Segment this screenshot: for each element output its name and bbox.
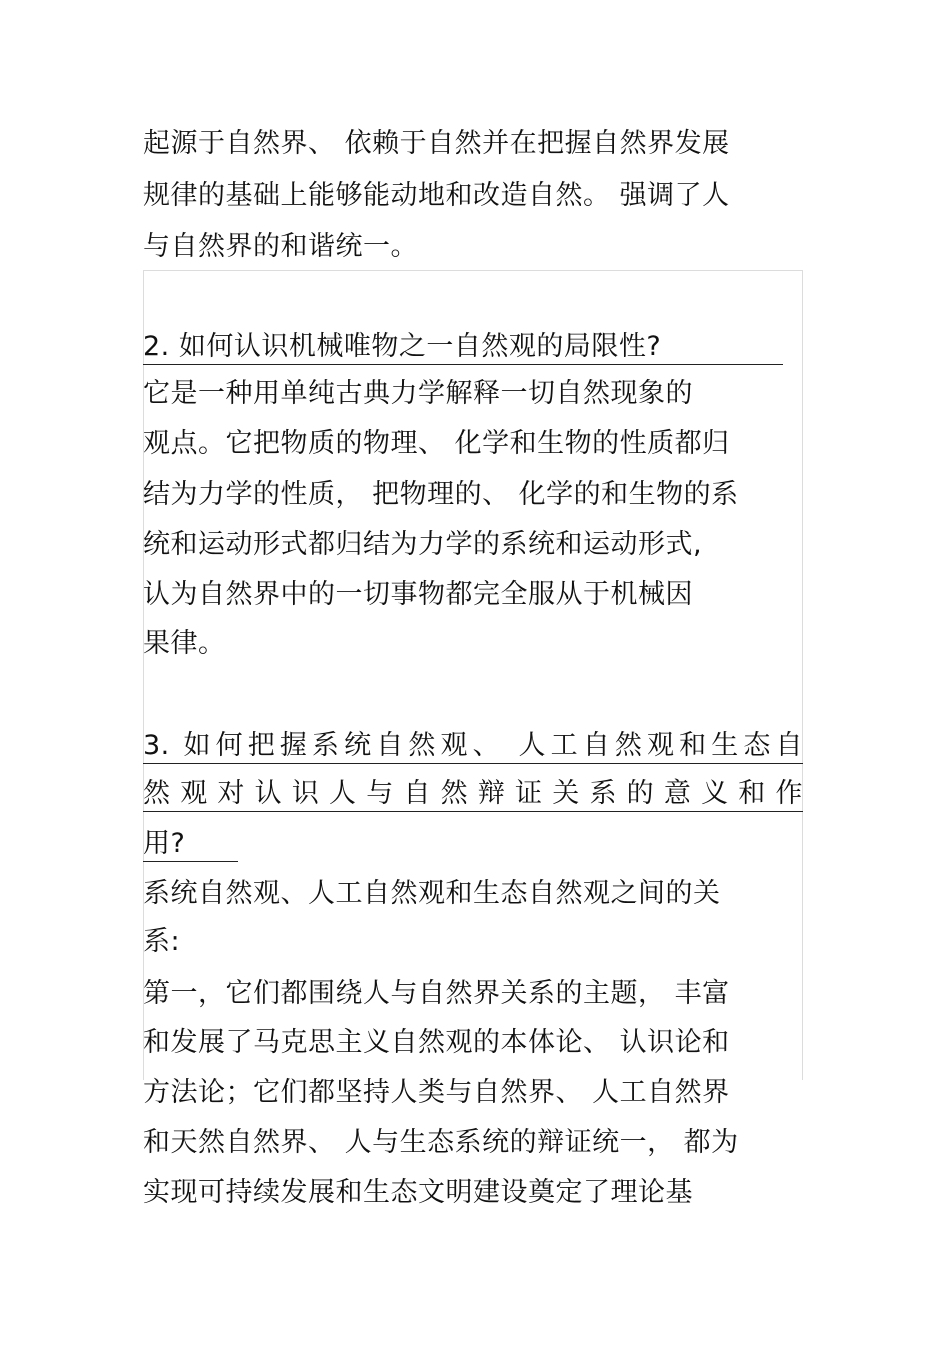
q3-answer-line-3: 第一，它们都围绕人与自然界关系的主题， 丰富 (143, 978, 730, 1009)
question-3-title-line-3: 用? (143, 827, 238, 862)
q3-answer-line-6: 和天然自然界、 人与生态系统的辩证统一， 都为 (143, 1127, 739, 1158)
q2-answer-line-6: 果律。 (143, 628, 226, 659)
q3-answer-line-4: 和发展了马克思主义自然观的本体论、 认识论和 (143, 1027, 730, 1058)
q2-answer-line-5: 认为自然界中的一切事物都完全服从于机械因 (143, 579, 693, 610)
q3-answer-line-5: 方法论；它们都坚持人类与自然界、 人工自然界 (143, 1077, 730, 1108)
q3-answer-line-1: 系统自然观、人工自然观和生态自然观之间的关 (143, 878, 721, 909)
q3-answer-line-2: 系: (143, 926, 181, 957)
question-2-title: 2. 如何认识机械唯物之一自然观的局限性? (143, 330, 783, 365)
question-3-title-line-1: 3. 如何把握系统自然观、 人工自然观和生态自 (143, 729, 803, 764)
q2-answer-line-4: 统和运动形式都归结为力学的系统和运动形式, (143, 529, 703, 560)
question-3-title-line-2: 然观对认识人与自然辩证关系的意义和作 (143, 777, 803, 812)
q2-answer-line-1: 它是一种用单纯古典力学解释一切自然现象的 (143, 378, 693, 409)
intro-line-1: 起源于自然界、 依赖于自然并在把握自然界发展 (143, 128, 730, 159)
intro-line-2: 规律的基础上能够能动地和改造自然。 强调了人 (143, 180, 730, 211)
q2-answer-line-2: 观点。它把物质的物理、 化学和生物的性质都归 (143, 428, 730, 459)
intro-line-3: 与自然界的和谐统一。 (143, 231, 418, 262)
q3-answer-line-7: 实现可持续发展和生态文明建设奠定了理论基 (143, 1177, 693, 1208)
q2-answer-line-3: 结为力学的性质， 把物理的、 化学的和生物的系 (143, 479, 739, 510)
